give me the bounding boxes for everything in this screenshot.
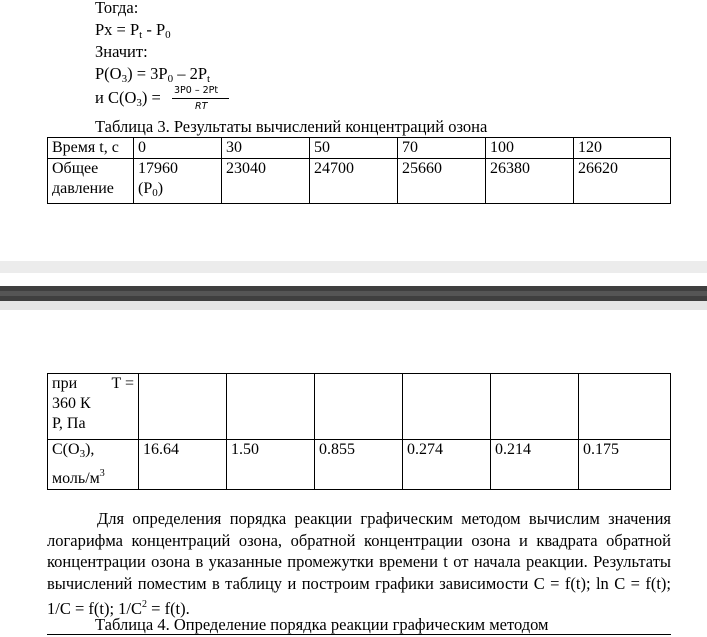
page-break-bar-inner: [0, 291, 707, 296]
co3-b: ) =: [141, 88, 161, 107]
conc-label-cell: [48, 440, 139, 490]
p0-subscript: 0: [165, 29, 171, 41]
empty-cell: [227, 374, 315, 440]
po3-b: ) = 3P: [127, 64, 168, 83]
table4-top-border: [47, 634, 671, 635]
conc-label-unit: моль/м: [52, 470, 100, 487]
time-cell: 120: [574, 138, 671, 159]
conc-cell: 0.214: [491, 440, 579, 490]
table3-continuation: [47, 373, 671, 490]
po3-sub0: 0: [167, 73, 174, 85]
paragraph-sup: 2: [142, 599, 148, 610]
pt-subscript: t: [139, 29, 143, 41]
pressure-label-line1: Общее: [52, 160, 99, 177]
p0-note-sub: 0: [152, 187, 158, 199]
p0-value: 17960: [138, 160, 178, 177]
conc-cell: 1.50: [227, 440, 315, 490]
pressure-label-line2: давление: [52, 180, 114, 197]
table3: [47, 137, 671, 204]
empty-cell: [403, 374, 491, 440]
empty-cell: [139, 374, 227, 440]
table4-caption: Таблица 4. Определение порядка реакции графическим методом: [95, 615, 549, 634]
fraction-denominator: RT: [195, 101, 208, 112]
page-gap-bottom: [0, 301, 707, 310]
p0-note-a: (P: [138, 180, 153, 197]
time-cell: 100: [486, 138, 574, 159]
conc-label-sub: 3: [79, 448, 86, 460]
label-pri: при: [52, 375, 78, 392]
conc-label-sup: 3: [99, 468, 105, 479]
po3-c: – 2P: [173, 64, 208, 83]
po3-subt: t: [207, 73, 211, 85]
fraction-numerator: 3P0 – 2Pt: [174, 85, 219, 96]
conc-cell: 0.855: [315, 440, 403, 490]
label-line2: 360 К: [52, 395, 91, 412]
time-cell: 0: [134, 138, 222, 159]
conc-label-line1: [52, 440, 138, 464]
pressure-cell: 24700: [310, 159, 398, 204]
body-paragraph: [47, 508, 671, 620]
conc-label-b: ),: [85, 441, 95, 458]
conc-label-line2: [52, 464, 138, 489]
conc-cell: 16.64: [139, 440, 227, 490]
table3-caption: Таблица 3. Результаты вычислений концентраций озона: [95, 117, 488, 136]
togda-text: Тогда:: [95, 0, 139, 17]
pressure-cell: 25660: [398, 159, 486, 204]
conc-cell: 0.175: [579, 440, 671, 490]
pt-symbol: P: [129, 20, 140, 39]
time-cell: 50: [310, 138, 398, 159]
znachit-line: [95, 42, 148, 62]
pressure-label-cell-cont: [48, 374, 139, 440]
time-cell: 70: [398, 138, 486, 159]
co3-a: и C(O: [95, 88, 137, 107]
px-lhs: Px =: [95, 20, 130, 39]
pressure-cell: 26620: [574, 159, 671, 204]
table-row: [48, 159, 671, 204]
paragraph-part1: Для определения порядка реакции графическим методом вычислим значения логарифма концентраций озона, обратной концентрации озона и квадрата обратной концентрации озона в указанные промежутки времени t от начала реакции. Результаты вычислений поместим в таблицу и построим графики зависимости С = f(t); ln C = f(t); 1/C = f(t); 1/C: [47, 509, 671, 618]
p0-note-b: ): [157, 180, 164, 197]
empty-cell: [315, 374, 403, 440]
time-header-label: Время t, с: [52, 139, 119, 156]
table-row: [48, 440, 671, 490]
time-cell: 30: [222, 138, 310, 159]
empty-cell: [491, 374, 579, 440]
conc-label-a: C(O: [52, 441, 80, 458]
co3-sub3: 3: [136, 97, 142, 109]
empty-cell: [579, 374, 671, 440]
togda-line: [95, 0, 138, 18]
page-gap-top: [0, 261, 707, 273]
conc-cell: 0.274: [403, 440, 491, 490]
pressure-label-cell: [48, 159, 134, 204]
pressure-cell: 26380: [486, 159, 574, 204]
paragraph-part2: = f(t).: [147, 599, 190, 618]
label-line3: Р, Па: [52, 415, 86, 432]
label-t: T =: [111, 375, 134, 392]
table-row: [48, 138, 671, 159]
label-line1: [52, 374, 134, 394]
co3-equation: [95, 88, 161, 113]
po3-a: P(O: [95, 64, 122, 83]
minus-p: - P: [142, 20, 166, 39]
znachit-text: Значит:: [95, 42, 148, 61]
fraction-bar: [172, 98, 229, 99]
table-row: [48, 374, 671, 440]
pressure-cell: [134, 159, 222, 204]
p0-note: [138, 179, 221, 203]
po3-sub3: 3: [121, 73, 128, 85]
time-header-cell: [48, 138, 134, 159]
pressure-cell: 23040: [222, 159, 310, 204]
